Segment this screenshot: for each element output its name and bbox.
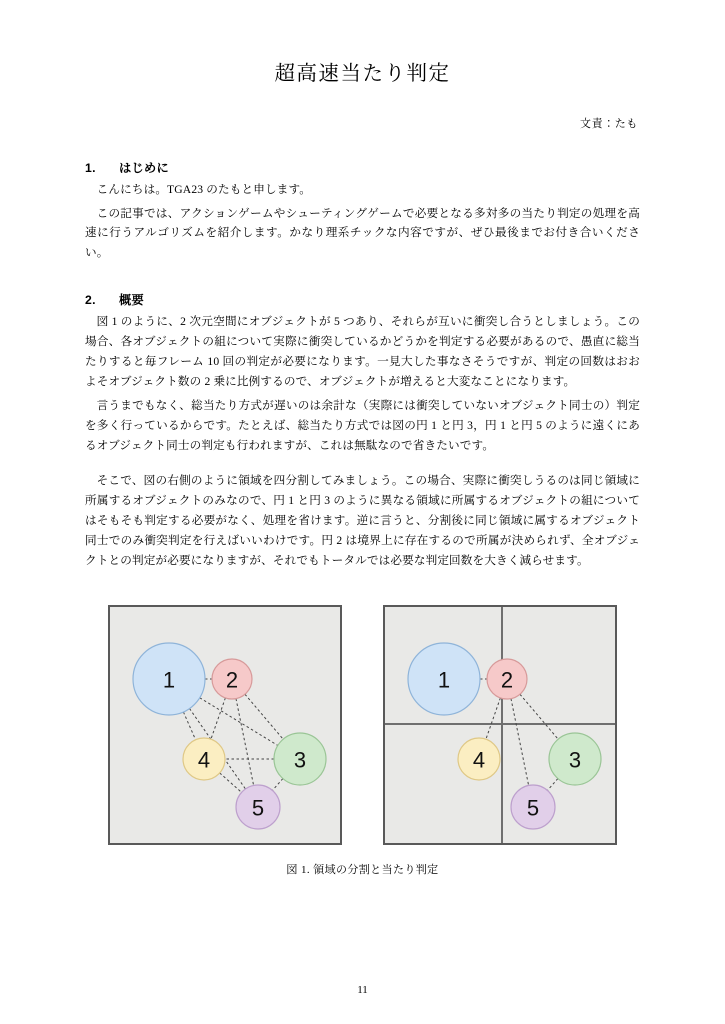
collision-link-2-5: [511, 698, 529, 785]
section-number-1: 1.: [85, 160, 96, 175]
collision-link-1-3: [200, 697, 278, 745]
section-title-2: 概要: [119, 293, 144, 308]
object-circle-label-5: 5: [251, 795, 265, 821]
object-circle-label-4: 4: [197, 747, 211, 773]
collision-link-1-4: [183, 712, 195, 740]
section-2-paragraph-2: 言うまでもなく、総当たり方式が遅いのは余計な（実際には衝突していないオブジェクト同士の）判定を多く行っているからです。たとえば、総当たり方式では図の円 1 と円 3，円 1 と円 5 のように遠くにあるオブジェクト同士の判定も行われますが、これは無駄なので省きたいです。: [85, 399, 640, 452]
object-circle-label-3: 3: [568, 747, 582, 773]
collision-link-2-4: [211, 697, 225, 738]
page-number: 11: [357, 984, 368, 996]
object-circle-label-2: 2: [500, 667, 514, 693]
collision-link-2-5: [236, 698, 254, 785]
page-title: 超高速当たり判定: [274, 63, 451, 85]
figure-caption: 図 1. 領域の分割と当たり判定: [286, 863, 439, 876]
section-heading-1: [85, 159, 640, 176]
collision-link-4-5: [220, 773, 242, 792]
collision-link-2-4: [486, 697, 500, 738]
figure-panel-brute-force: [108, 605, 342, 845]
collision-link-3-5: [547, 778, 557, 790]
section-number-2: 2.: [85, 293, 96, 308]
section-heading-2: [85, 291, 640, 308]
object-circle-label-2: 2: [225, 667, 239, 693]
section-1-paragraph-1: こんにちは。TGA23 のたもと申します。: [96, 182, 312, 196]
object-circle-label-3: 3: [293, 747, 307, 773]
byline: 文責：たも: [580, 117, 638, 130]
object-circle-label-5: 5: [526, 795, 540, 821]
collision-link-3-5: [272, 778, 282, 790]
object-circle-label-1: 1: [162, 667, 176, 693]
collision-link-2-3: [520, 694, 558, 739]
collision-link-2-3: [245, 694, 283, 739]
section-2-paragraph-1: 図 1 のように、2 次元空間にオブジェクトが 5 つあり、それらが互いに衝突し合うとしましょう。この場合、各オブジェクトの組について実際に衝突しているかどうかを判定する必要があるので、愚直に総当たりすると毎フレーム 10 回の判定が必要になります。一見大した事なさそうですが、判定の回数はおおよそオブジェクト数の 2 乗に比例するので、オブジェクトが増えると大変なことになります。: [85, 315, 640, 389]
figure-1: [85, 605, 640, 845]
object-circle-label-4: 4: [472, 747, 486, 773]
figure-panel-quadrant: [383, 605, 617, 845]
section-2-paragraph-3: そこで、図の右側のように領域を四分割してみましょう。この場合、実際に衝突しうるのは同じ領域に所属するオブジェクトのみなので、円 1 と円 3 のように異なる領域に所属するオブジェクトの組についてはそもそも判定する必要がなく、処理を省けます。逆に言うと、分割後に同じ領域に属するオブジェクト同士でのみ衝突判定を行えばいいわけです。円 2 は境界上に存在するので所属が決められず、全オブジェクトとの判定が必要になりますが、それでもトータルでは必要な判定回数を大きく減らせます。: [85, 473, 640, 567]
section-title-1: はじめに: [119, 160, 169, 175]
object-circle-label-1: 1: [437, 667, 451, 693]
section-1-paragraph-2: この記事では、アクションゲームやシューティングゲームで必要となる多対多の当たり判定の処理を高速に行うアルゴリズムを紹介します。かなり理系チックな内容ですが、ぜひ最後までお付き合いください。: [85, 206, 640, 260]
